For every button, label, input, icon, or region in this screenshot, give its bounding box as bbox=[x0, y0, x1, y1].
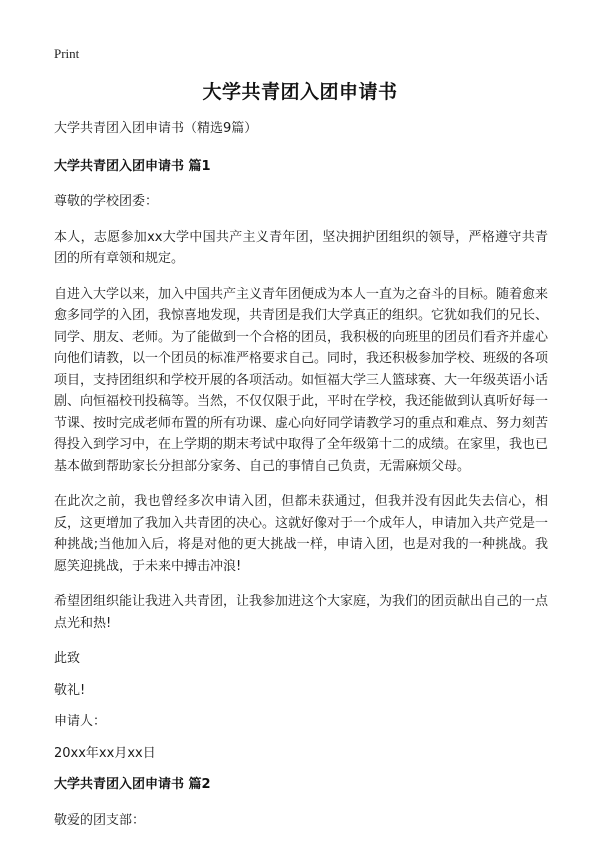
paragraph-4: 希望团组织能让我进入共青团，让我参加进这个大家庭，为我们的团贡献出自己的一点点光和热! bbox=[54, 594, 549, 631]
paragraph-1: 本人，志愿参加xx大学中国共产主义青年团，坚决拥护团组织的领导，严格遵守共青团的所有章领和规定。 bbox=[54, 229, 548, 266]
print-link[interactable]: Print bbox=[54, 46, 80, 61]
document-body bbox=[54, 118, 548, 845]
paragraph-3: 在此次之前，我也曾经多次申请入团，但都未获通过，但我并没有因此失去信心，相反，这更增加了我加入共青团的决心。这就好像对于一个成年人，申请加入共产党是一种挑战;当他加入后，将是对他的更大挑战一样，申请入团，也是对我的一种挑战。我愿笑迎挑战，于未来中搏击冲浪! bbox=[54, 494, 549, 574]
salutation-2: 敬爱的团支部： bbox=[54, 812, 146, 828]
page-title: 大学共青团入团申请书 bbox=[202, 81, 398, 103]
document-subtitle: 大学共青团入团申请书（精选9篇） bbox=[54, 121, 258, 136]
closing-line-1: 此致 bbox=[54, 651, 81, 666]
section-heading-1: 大学共青团入团申请书 篇1 bbox=[54, 158, 211, 174]
signature-line: 申请人： bbox=[54, 714, 107, 729]
paragraph-2: 自进入大学以来，加入中国共产主义青年团便成为本人一直为之奋斗的目标。随着愈来愈多同学的入团，我惊喜地发现，共青团是我们大学真正的组织。它犹如我们的兄长、同学、朋友、老师。为了能做到一个合格的团员，我积极的向班里的团员们看齐并虚心向他们请教，以一个团员的标准严格要求自己。同时，我还积极参加学校、班级的各项项目，支持团组织和学校开展的各项活动。如恒福大学三人篮球赛、大一年级英语小话剧、向恒福校刊投稿等。当然，不仅仅限于此，平时在学校，我还能做到认真听好每一节课、按时完成老师布置的所有功课、虚心向好同学请教学习的重点和难点、努力刻苦得投入到学习中，在上学期的期末考试中取得了全年级第十二的成绩。在家里，我也已基本做到帮助家长分担部分家务、自己的事情自己负责，无需麻烦父母。 bbox=[54, 286, 549, 474]
closing-line-2: 敬礼! bbox=[54, 682, 86, 698]
section-heading-2: 大学共青团入团申请书 篇2 bbox=[54, 777, 211, 792]
date-line: 20xx年xx月xx日 bbox=[54, 745, 156, 761]
salutation-1: 尊敬的学校团委： bbox=[54, 194, 159, 209]
